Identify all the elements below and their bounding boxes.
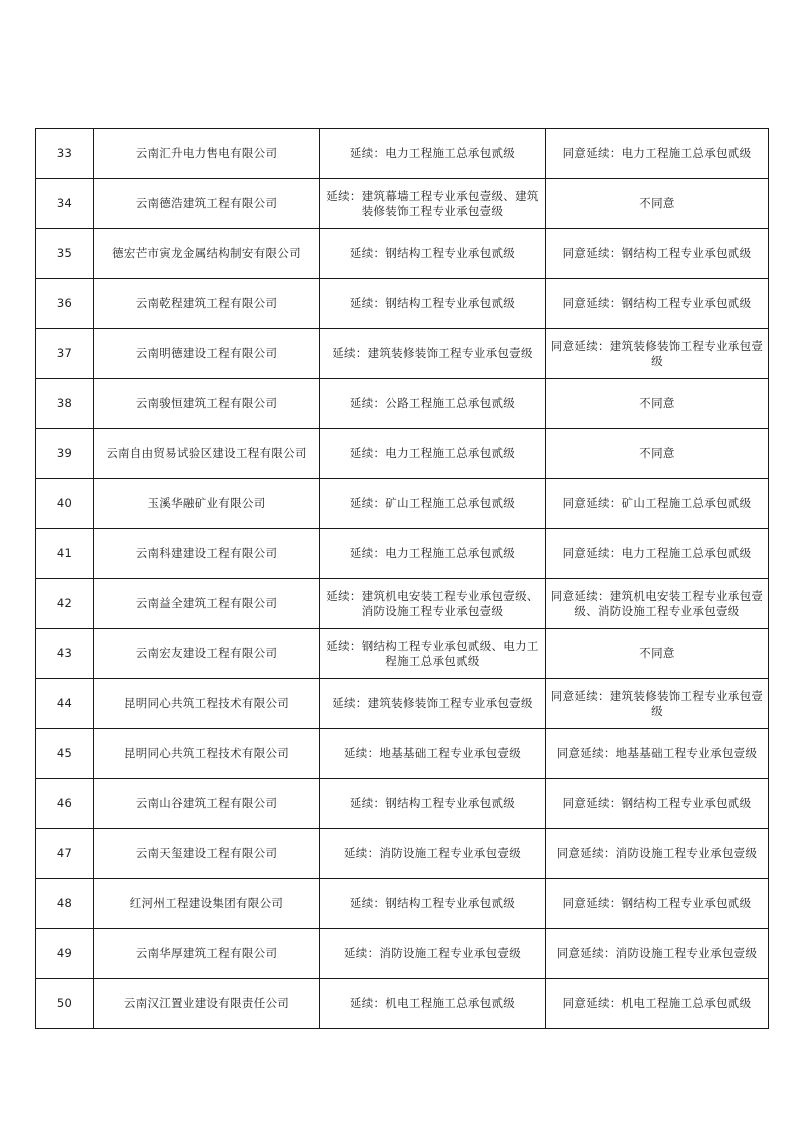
row-number: 49	[36, 929, 94, 979]
application-item: 延续：机电工程施工总承包贰级	[320, 979, 546, 1029]
review-result: 不同意	[546, 379, 769, 429]
table-row	[36, 479, 769, 529]
company-name: 云南益全建筑工程有限公司	[94, 579, 320, 629]
table-row	[36, 229, 769, 279]
row-number: 43	[36, 629, 94, 679]
table-row	[36, 279, 769, 329]
row-number: 34	[36, 179, 94, 229]
review-result: 同意延续：建筑装修装饰工程专业承包壹级	[546, 679, 769, 729]
review-result: 不同意	[546, 429, 769, 479]
table-row	[36, 679, 769, 729]
row-number: 39	[36, 429, 94, 479]
table-row	[36, 129, 769, 179]
table-row	[36, 379, 769, 429]
row-number: 47	[36, 829, 94, 879]
row-number: 46	[36, 779, 94, 829]
application-item: 延续：电力工程施工总承包贰级	[320, 529, 546, 579]
review-result: 同意延续：电力工程施工总承包贰级	[546, 129, 769, 179]
company-name: 云南德浩建筑工程有限公司	[94, 179, 320, 229]
review-result: 同意延续：电力工程施工总承包贰级	[546, 529, 769, 579]
application-item: 延续：钢结构工程专业承包贰级、电力工程施工总承包贰级	[320, 629, 546, 679]
company-name: 云南宏友建设工程有限公司	[94, 629, 320, 679]
review-result: 同意延续：地基基础工程专业承包壹级	[546, 729, 769, 779]
company-name: 云南自由贸易试验区建设工程有限公司	[94, 429, 320, 479]
row-number: 42	[36, 579, 94, 629]
application-item: 延续：建筑装修装饰工程专业承包壹级	[320, 329, 546, 379]
row-number: 38	[36, 379, 94, 429]
company-name: 云南科建建设工程有限公司	[94, 529, 320, 579]
review-result: 同意延续：矿山工程施工总承包贰级	[546, 479, 769, 529]
review-result: 同意延续：钢结构工程专业承包贰级	[546, 279, 769, 329]
company-name: 云南华厚建筑工程有限公司	[94, 929, 320, 979]
review-result: 同意延续：建筑机电安装工程专业承包壹级、消防设施工程专业承包壹级	[546, 579, 769, 629]
application-item: 延续：电力工程施工总承包贰级	[320, 129, 546, 179]
table-row	[36, 179, 769, 229]
table-row	[36, 929, 769, 979]
application-item: 延续：电力工程施工总承包贰级	[320, 429, 546, 479]
company-name: 玉溪华融矿业有限公司	[94, 479, 320, 529]
application-item: 延续：矿山工程施工总承包贰级	[320, 479, 546, 529]
row-number: 33	[36, 129, 94, 179]
table-row	[36, 829, 769, 879]
review-result: 不同意	[546, 179, 769, 229]
row-number: 35	[36, 229, 94, 279]
table-row	[36, 979, 769, 1029]
table-row	[36, 429, 769, 479]
table-row	[36, 779, 769, 829]
row-number: 40	[36, 479, 94, 529]
company-name: 云南明德建设工程有限公司	[94, 329, 320, 379]
records-table	[35, 128, 769, 1029]
review-result: 不同意	[546, 629, 769, 679]
review-result: 同意延续：消防设施工程专业承包壹级	[546, 929, 769, 979]
review-result: 同意延续：建筑装修装饰工程专业承包壹级	[546, 329, 769, 379]
application-item: 延续：消防设施工程专业承包壹级	[320, 929, 546, 979]
application-item: 延续：建筑机电安装工程专业承包壹级、消防设施工程专业承包壹级	[320, 579, 546, 629]
table-row	[36, 579, 769, 629]
company-name: 昆明同心共筑工程技术有限公司	[94, 729, 320, 779]
row-number: 37	[36, 329, 94, 379]
review-result: 同意延续：钢结构工程专业承包贰级	[546, 779, 769, 829]
company-name: 云南乾程建筑工程有限公司	[94, 279, 320, 329]
application-item: 延续：地基基础工程专业承包壹级	[320, 729, 546, 779]
application-item: 延续：钢结构工程专业承包贰级	[320, 279, 546, 329]
application-item: 延续：钢结构工程专业承包贰级	[320, 779, 546, 829]
review-result: 同意延续：机电工程施工总承包贰级	[546, 979, 769, 1029]
company-name: 红河州工程建设集团有限公司	[94, 879, 320, 929]
application-item: 延续：建筑装修装饰工程专业承包壹级	[320, 679, 546, 729]
table-row	[36, 879, 769, 929]
review-result: 同意延续：钢结构工程专业承包贰级	[546, 879, 769, 929]
application-item: 延续：建筑幕墙工程专业承包壹级、建筑装修装饰工程专业承包壹级	[320, 179, 546, 229]
application-item: 延续：钢结构工程专业承包贰级	[320, 879, 546, 929]
company-name: 云南汇升电力售电有限公司	[94, 129, 320, 179]
row-number: 36	[36, 279, 94, 329]
company-name: 云南山谷建筑工程有限公司	[94, 779, 320, 829]
review-result: 同意延续：消防设施工程专业承包壹级	[546, 829, 769, 879]
row-number: 50	[36, 979, 94, 1029]
company-name: 云南骏恒建筑工程有限公司	[94, 379, 320, 429]
table-row	[36, 729, 769, 779]
review-result: 同意延续：钢结构工程专业承包贰级	[546, 229, 769, 279]
application-item: 延续：钢结构工程专业承包贰级	[320, 229, 546, 279]
table-row	[36, 329, 769, 379]
row-number: 44	[36, 679, 94, 729]
company-name: 德宏芒市寅龙金属结构制安有限公司	[94, 229, 320, 279]
row-number: 48	[36, 879, 94, 929]
row-number: 45	[36, 729, 94, 779]
application-item: 延续：公路工程施工总承包贰级	[320, 379, 546, 429]
table-row	[36, 529, 769, 579]
company-name: 云南汉江置业建设有限责任公司	[94, 979, 320, 1029]
company-name: 云南天玺建设工程有限公司	[94, 829, 320, 879]
application-item: 延续：消防设施工程专业承包壹级	[320, 829, 546, 879]
company-name: 昆明同心共筑工程技术有限公司	[94, 679, 320, 729]
table-row	[36, 629, 769, 679]
row-number: 41	[36, 529, 94, 579]
